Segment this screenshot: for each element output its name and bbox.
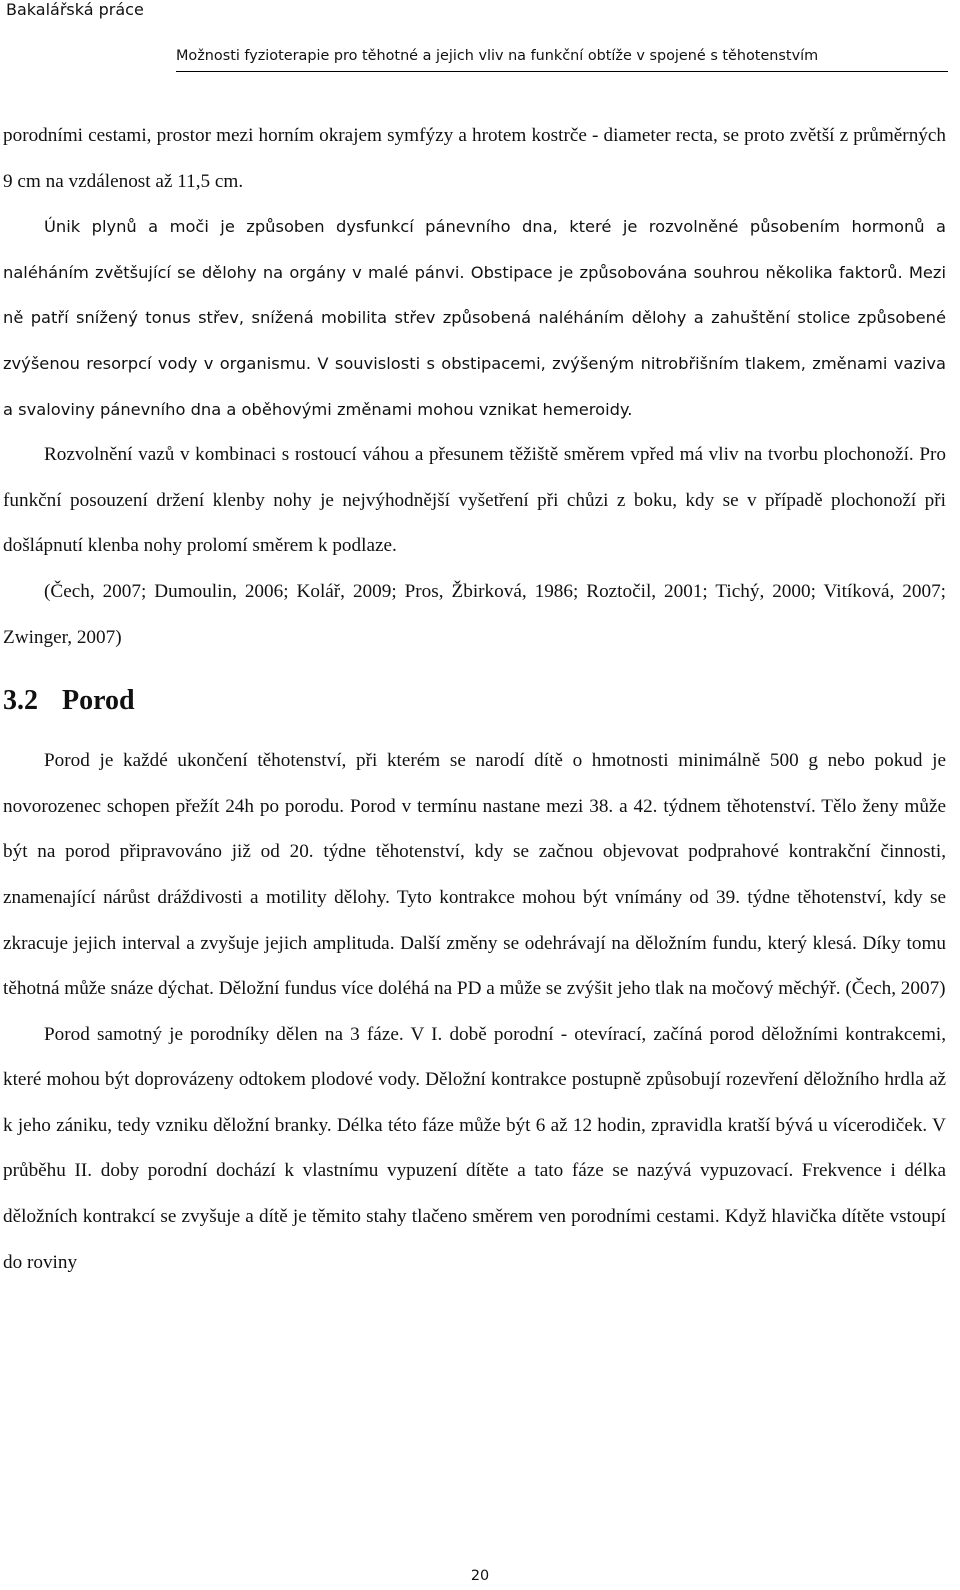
header-divider [176,71,948,72]
paragraph: Rozvolnění vazů v kombinaci s rostoucí váhou a přesunem těžiště směrem vpřed má vliv na tvorbu plochonoží. Pro funkční posouzení držení klenby nohy je nejvýhodnější vyšetření při chůzi z boku, kdy se v případě plochonoží při došlápnutí klenba nohy prolomí směrem k podlaze. [3,444,946,557]
paragraph: porodními cestami, prostor mezi horním okrajem symfýzy a hrotem kostrče - diameter recta, se proto zvětší z průměrných 9 cm na vzdálenost až 11,5 cm. [3,125,946,192]
citation-paragraph: (Čech, 2007; Dumoulin, 2006; Kolář, 2009; Pros, Žbirková, 1986; Roztočil, 2001; Tichý, 2000; Vitíková, 2007; Zwinger, 2007) [3,580,946,648]
section-number: 3.2 [3,685,38,717]
document-type-label: Bakalářská práce [6,0,144,19]
section-title: Porod [62,685,135,717]
paragraph: Porod je každé ukončení těhotenství, při kterém se narodí dítě o hmotnosti minimálně 500 g nebo pokud je novorozenec schopen přežít 24h po porodu. Porod v termínu nastane mezi 38. a 42. týdnem těhotenství. Tělo ženy může být na porod připravováno již od 20. týdne těhotenství, kdy se začnou objevovat podprahové kontrakční činnosti, znamenající nárůst dráždivosti a motility dělohy. Tyto kontrakce mohou být vnímány od 39. týdne těhotenství, kdy se zkracuje jejich interval a zvyšuje jejich amplituda. Další změny se odehrávají na děložním fundu, který klesá. Díky tomu těhotná může snáze dýchat. Děložní fundus více doléhá na PD a může se zvýšit jeho tlak na močový měchýř. (Čech, 2007) [3,750,946,1000]
body-text [3,113,946,1285]
paragraph: Únik plynů a moči je způsoben dysfunkcí pánevního dna, které je rozvolněné působením hormonů a naléháním zvětšující se dělohy na orgány v malé pánvi. Obstipace je způsobována souhrou několika faktorů. Mezi ně patří snížený tonus střev, snížená mobilita střev způsobená naléháním dělohy a zahuštění stolice způsobené zvýšenou resorpcí vody v organismu. V souvislosti s obstipacemi, zvýšeným nitrobřišním tlakem, změnami vaziva a svaloviny pánevního dna a oběhovými změnami mohou vznikat hemeroidy. [3,217,946,419]
thesis-title: Možnosti fyzioterapie pro těhotné a jejich vliv na funkční obtíže v spojené s těhotenstvím [176,48,819,64]
paragraph: Porod samotný je porodníky dělen na 3 fáze. V I. době porodní - otevírací, začíná porod děložními kontrakcemi, které mohou být doprovázeny odtokem plodové vody. Děložní kontrakce postupně způsobují rozevření děložního hrdla až k jeho zániku, tedy vzniku děložní branky. Délka této fáze může být 6 až 12 hodin, zpravidla kratší bývá u vícerodiček. V průběhu II. doby porodní dochází k vlastnímu vypuzení dítěte a tato fáze se nazývá vypuzovací. Frekvence i délka děložních kontrakcí se zvyšuje a dítě je těmito stahy tlačeno směrem ven porodními cestami. Když hlavička dítěte vstoupí do roviny [3,1023,946,1273]
section-heading [3,676,946,726]
page-header [0,0,960,80]
page-number: 20 [470,1568,490,1584]
